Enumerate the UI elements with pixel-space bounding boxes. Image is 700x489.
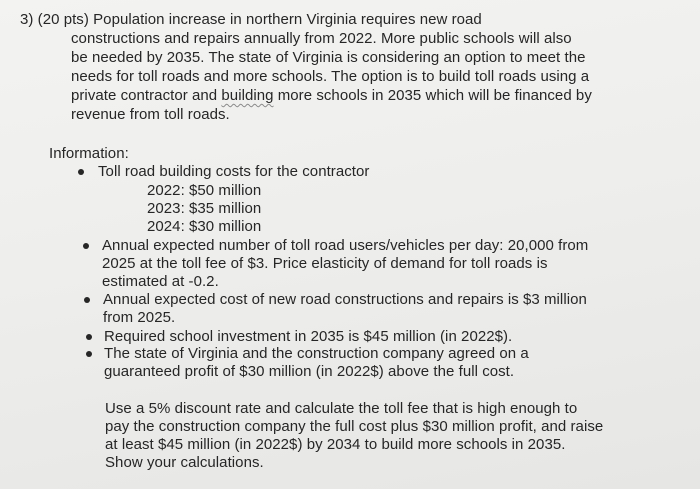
question-line-5-end: more schools in 2035 which will be financed by	[273, 87, 592, 104]
question-line-3: be needed by 2035. The state of Virginia is considering an option to meet the	[71, 49, 586, 66]
bullet-2-line-2: 2025 at the toll fee of $3. Price elasticity of demand for toll roads is	[102, 255, 548, 272]
bullet-1-title: Toll road building costs for the contractor	[98, 163, 370, 180]
question-line-2: constructions and repairs annually from 2022. More public schools will also	[71, 30, 572, 47]
bullet-5-line-1: The state of Virginia and the construction company agreed on a	[104, 345, 529, 362]
cost-2023: 2023: $35 million	[147, 200, 262, 217]
question-line-5	[71, 87, 592, 105]
cost-2022: 2022: $50 million	[147, 182, 262, 199]
bullet-dot-icon	[84, 297, 90, 303]
bullet-5-line-2: guaranteed profit of $30 million (in 2022$) above the full cost.	[104, 363, 515, 380]
bullet-2-line-1: Annual expected number of toll road users/vehicles per day: 20,000 from	[102, 237, 589, 254]
instruction-line-4: Show your calculations.	[105, 454, 264, 471]
question-line-5-start: private contractor and	[71, 87, 222, 104]
question-line-4: needs for toll roads and more schools. The option is to build toll roads using a	[71, 68, 590, 85]
cost-2024: 2024: $30 million	[147, 218, 262, 235]
instruction-line-1: Use a 5% discount rate and calculate the toll fee that is high enough to	[105, 400, 578, 417]
bullet-3-line-2: from 2025.	[103, 309, 176, 326]
question-line-6: revenue from toll roads.	[71, 106, 230, 123]
information-heading: Information:	[49, 145, 129, 162]
bullet-dot-icon	[86, 334, 92, 340]
bullet-4-line-1: Required school investment in 2035 is $45 million (in 2022$).	[104, 328, 513, 345]
bullet-dot-icon	[86, 351, 92, 357]
instruction-line-3: at least $45 million (in 2022$) by 2034 to build more schools in 2035.	[105, 436, 566, 453]
question-line-1: 3) (20 pts) Population increase in northern Virginia requires new road	[20, 11, 482, 28]
bullet-3-line-1: Annual expected cost of new road constructions and repairs is $3 million	[103, 291, 587, 308]
bullet-2-line-3: estimated at -0.2.	[102, 273, 219, 290]
bullet-dot-icon	[78, 169, 84, 175]
bullet-dot-icon	[83, 243, 89, 249]
instruction-line-2: pay the construction company the full cost plus $30 million profit, and raise	[105, 418, 604, 435]
spellcheck-underlined-word: building	[221, 87, 274, 104]
